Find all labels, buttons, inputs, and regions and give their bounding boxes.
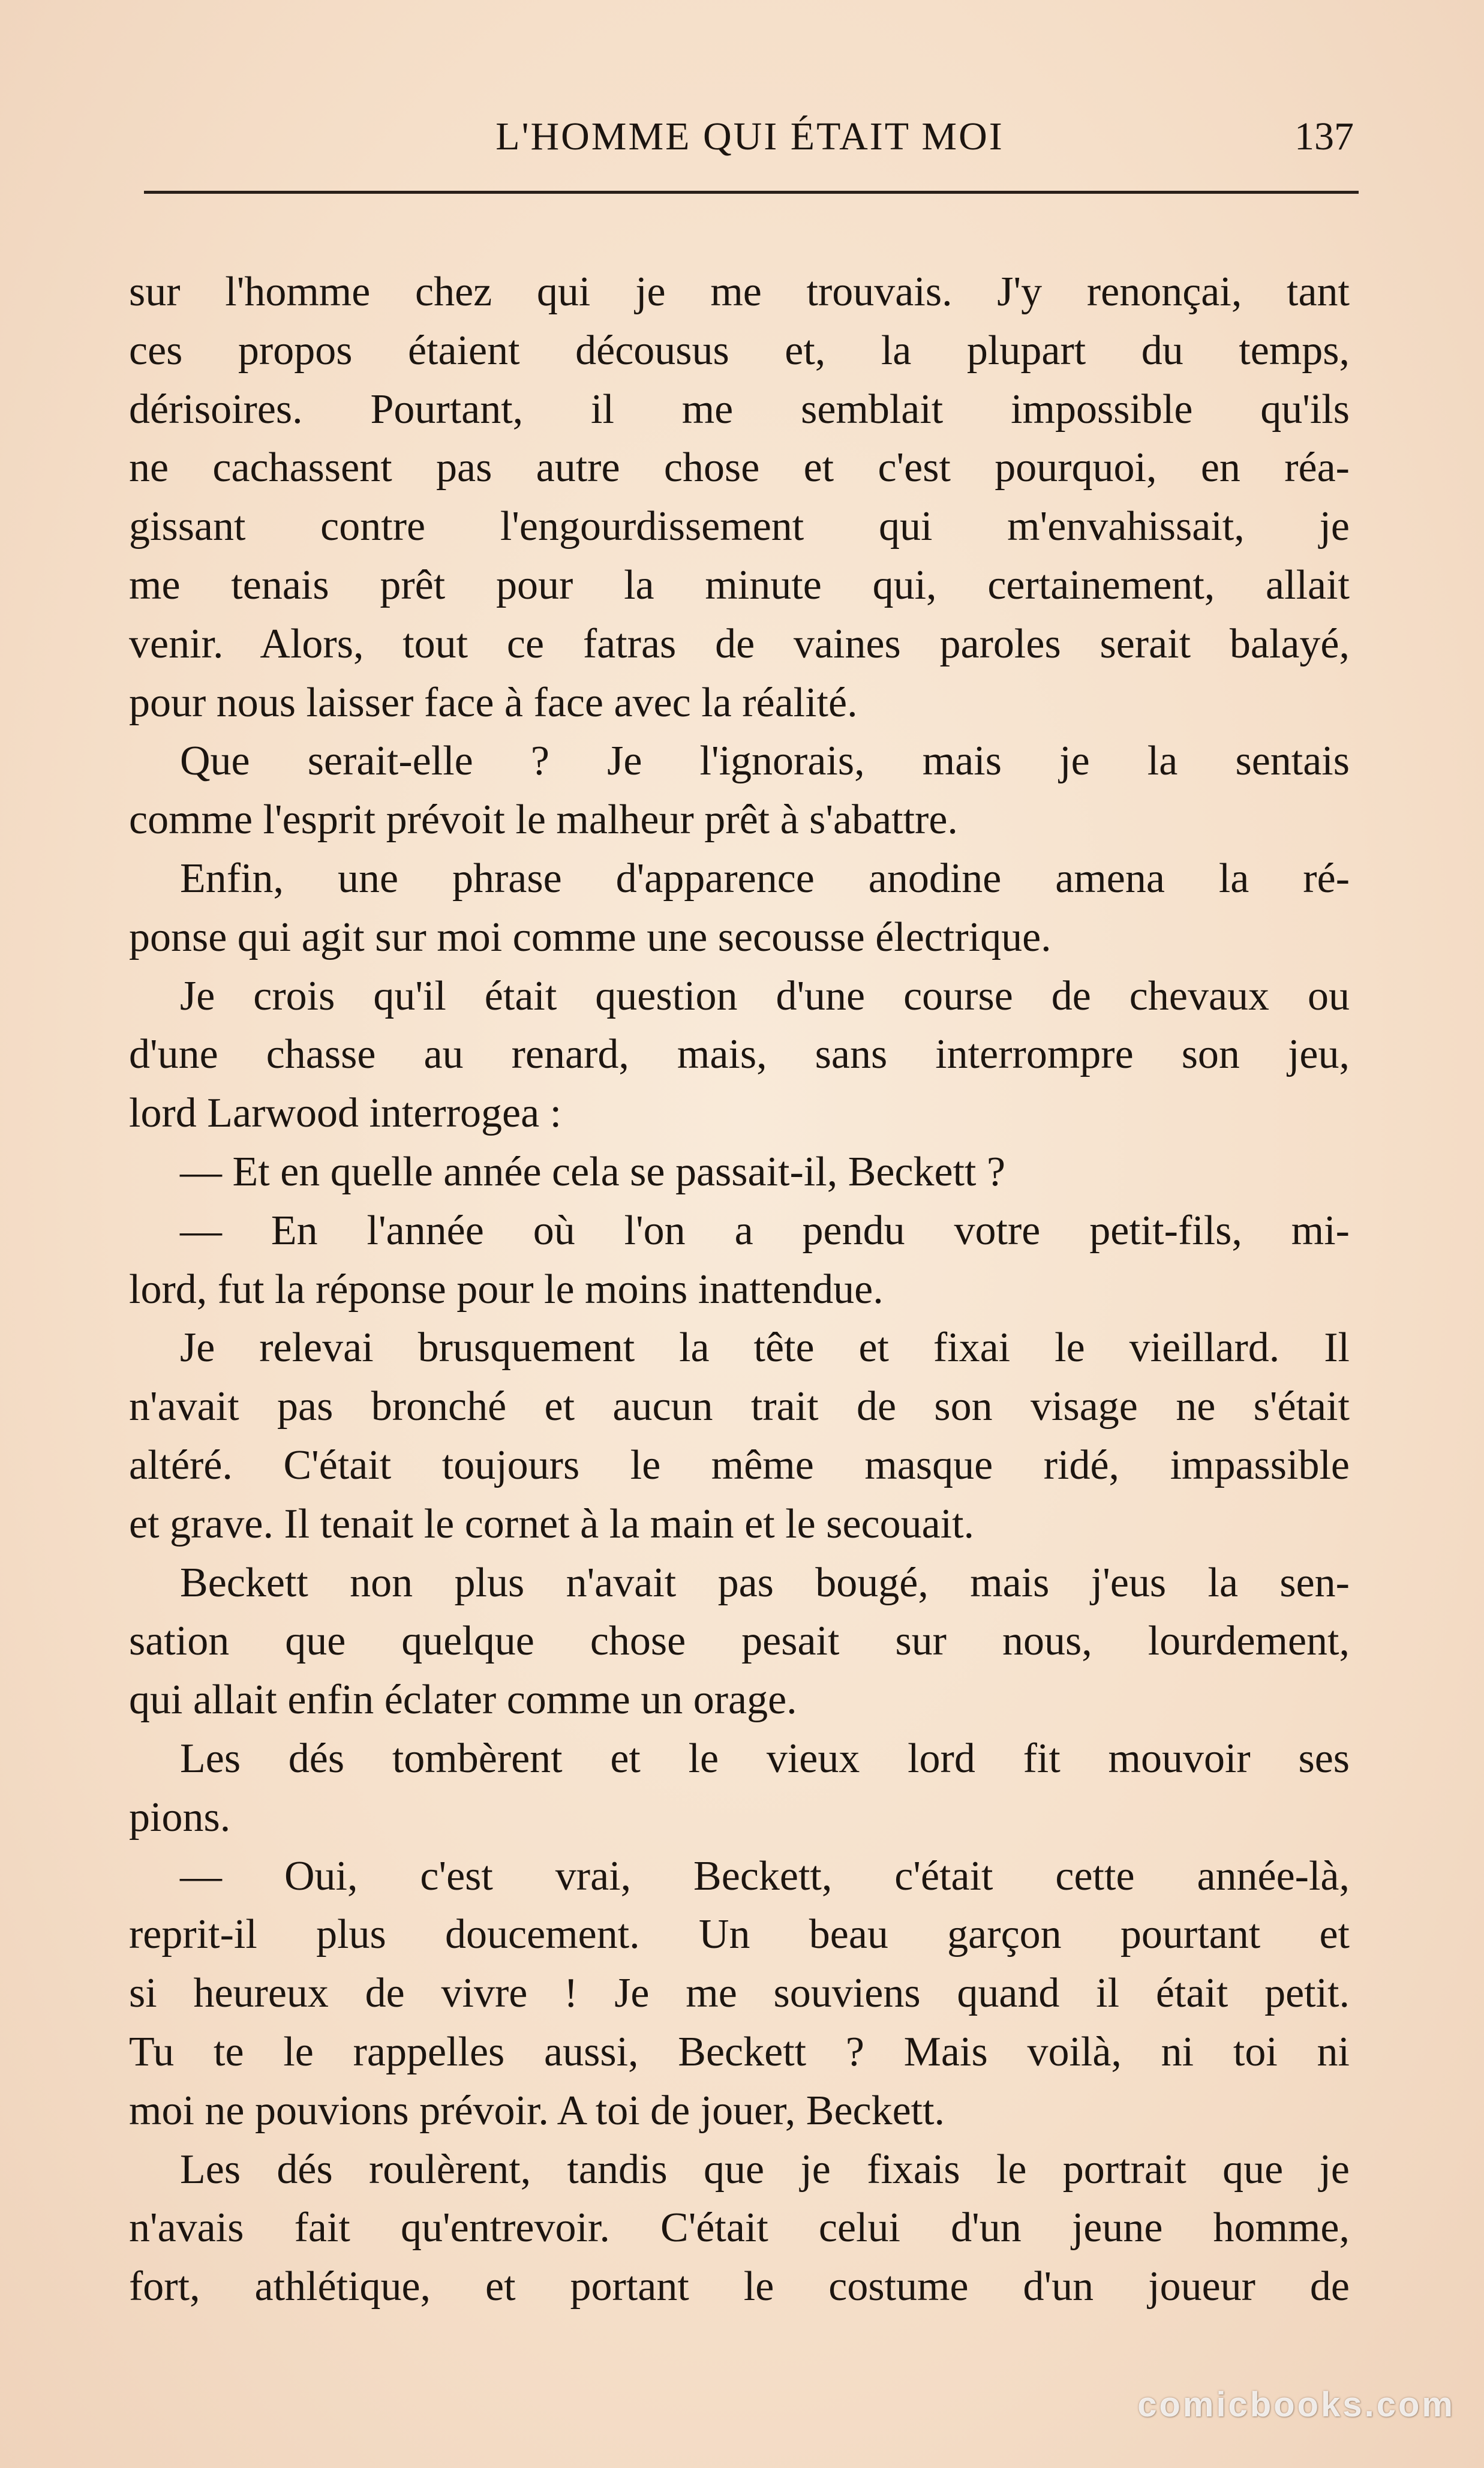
text-line: Beckett non plus n'avait pas bougé, mais j'eus la sen- <box>180 1559 1350 1606</box>
text-line: — Et en quelle année cela se passait-il, Beckett ? <box>180 1148 1006 1195</box>
text-line: et grave. Il tenait le cornet à la main et le secouait. <box>129 1500 975 1547</box>
header-rule <box>144 191 1359 194</box>
text-line: n'avais fait qu'entrevoir. C'était celui d'un jeune homme, <box>129 2205 1350 2251</box>
text-line: lord Larwood interrogea : <box>129 1090 562 1137</box>
text-line: me tenais prêt pour la minute qui, certainement, allait <box>129 562 1350 608</box>
text-line: n'avait pas bronché et aucun trait de son visage ne s'était <box>129 1383 1350 1430</box>
page-header <box>141 113 1359 167</box>
body-text <box>129 263 1350 2316</box>
text-line: lord, fut la réponse pour le moins inattendue. <box>129 1266 884 1313</box>
text-line: pions. <box>129 1794 231 1841</box>
text-line: d'une chasse au renard, mais, sans interrompre son jeu, <box>129 1031 1350 1078</box>
text-line: fort, athlétique, et portant le costume d'un joueur de <box>129 2263 1350 2310</box>
text-line: reprit-il plus doucement. Un beau garçon pourtant et <box>129 1911 1350 1958</box>
text-line: Enfin, une phrase d'apparence anodine amena la ré- <box>180 855 1350 902</box>
text-line: moi ne pouvions prévoir. A toi de jouer, Beckett. <box>129 2087 945 2134</box>
text-line: ces propos étaient décousus et, la plupart du temps, <box>129 327 1350 374</box>
text-line: qui allait enfin éclater comme un orage. <box>129 1677 797 1724</box>
text-line: venir. Alors, tout ce fatras de vaines paroles serait balayé, <box>129 620 1350 667</box>
text-line: Je relevai brusquement la tête et fixai le vieillard. Il <box>180 1325 1350 1371</box>
watermark: comicbooks.com <box>1137 2385 1455 2424</box>
running-title: L'HOMME QUI ÉTAIT MOI <box>495 115 1004 158</box>
text-line: sation que quelque chose pesait sur nous, lourdement, <box>129 1618 1350 1665</box>
text-line: Les dés tombèrent et le vieux lord fit mouvoir ses <box>180 1735 1350 1782</box>
text-line: gissant contre l'engourdissement qui m'envahissait, je <box>129 503 1350 550</box>
text-line: — Oui, c'est vrai, Beckett, c'était cette année-là, <box>180 1852 1350 1899</box>
text-line: Tu te le rappelles aussi, Beckett ? Mais voilà, ni toi ni <box>129 2028 1350 2075</box>
text-line: Que serait-elle ? Je l'ignorais, mais je la sentais <box>180 738 1350 785</box>
text-line: dérisoires. Pourtant, il me semblait impossible qu'ils <box>129 386 1350 433</box>
text-line: Les dés roulèrent, tandis que je fixais le portrait que je <box>180 2146 1350 2193</box>
text-line: pour nous laisser face à face avec la réalité. <box>129 679 858 726</box>
text-line: ponse qui agit sur moi comme une secousse électrique. <box>129 914 1052 960</box>
text-line: — En l'année où l'on a pendu votre petit-fils, mi- <box>180 1207 1350 1254</box>
text-line: Je crois qu'il était question d'une course de chevaux ou <box>180 972 1350 1019</box>
text-line: sur l'homme chez qui je me trouvais. J'y renonçai, tant <box>129 269 1350 315</box>
text-line: comme l'esprit prévoit le malheur prêt à s'abattre. <box>129 797 958 843</box>
text-line: altéré. C'était toujours le même masque ridé, impassible <box>129 1442 1350 1488</box>
text-line: si heureux de vivre ! Je me souviens quand il était petit. <box>129 1970 1350 2017</box>
page-number: 137 <box>1294 115 1354 158</box>
text-line: ne cachassent pas autre chose et c'est pourquoi, en réa- <box>129 445 1350 491</box>
